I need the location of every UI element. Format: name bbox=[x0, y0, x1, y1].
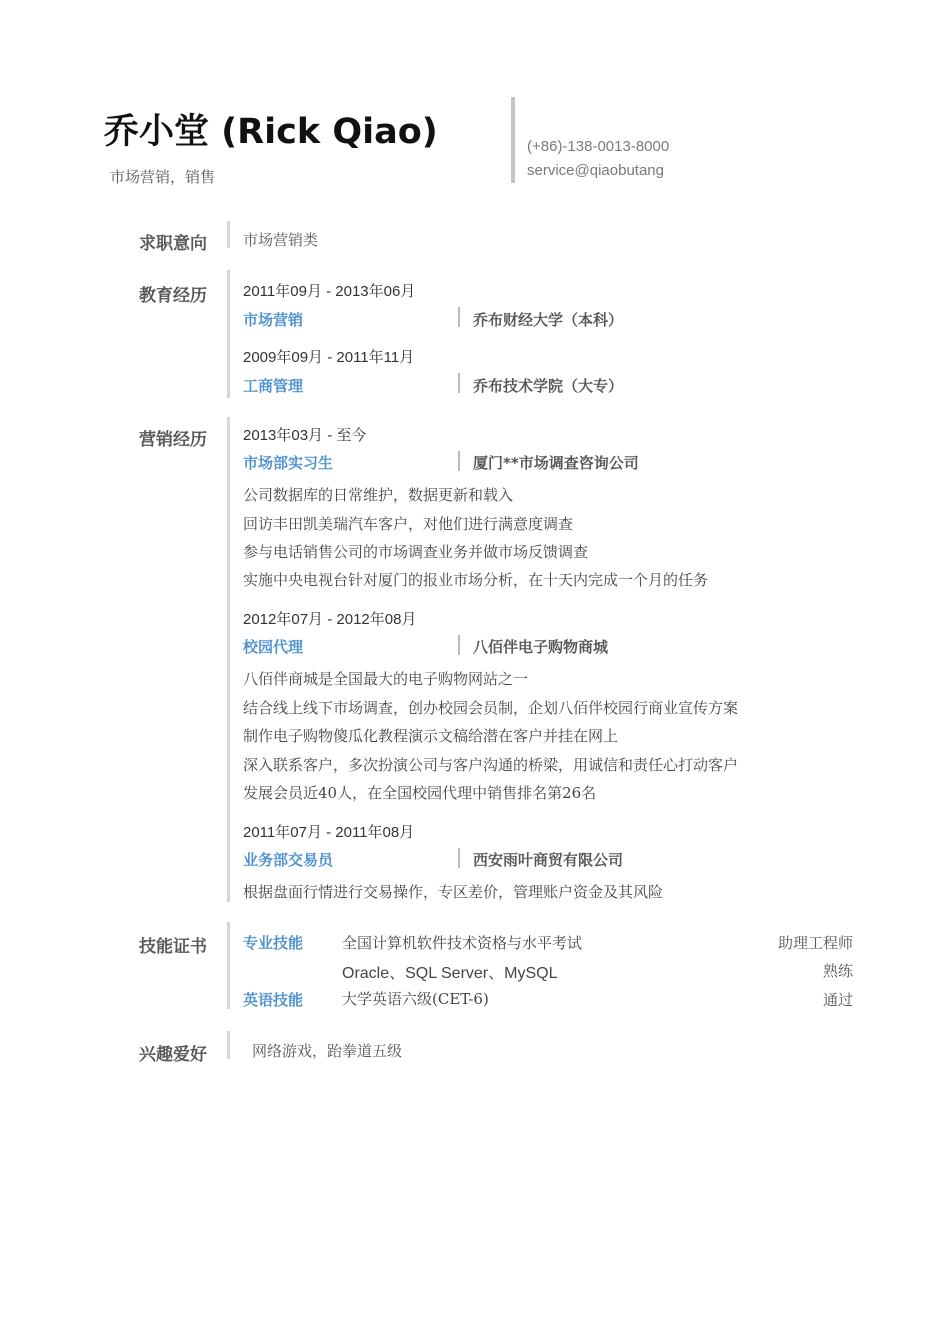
email-address[interactable]: service@qiaobutang bbox=[527, 162, 664, 179]
experience-detail: 深入联系客户，多次扮演公司与客户沟通的桥梁，用诚信和责任心打动客户 bbox=[243, 756, 739, 774]
experience-detail: 参与电话销售公司的市场调查业务并做市场反馈调查 bbox=[243, 543, 589, 561]
phone-number[interactable]: (+86)-138-0013-8000 bbox=[527, 138, 670, 155]
education-major: 工商管理 bbox=[243, 377, 304, 395]
experience-detail: 根据盘面行情进行交易操作，专区差价，管理账户资金及其风险 bbox=[243, 883, 664, 901]
section-label-education: 教育经历 bbox=[139, 286, 207, 306]
experience-divider bbox=[458, 451, 460, 471]
skill-level: 通过 bbox=[822, 991, 853, 1009]
section-divider-skills bbox=[227, 922, 230, 1009]
skill-name: 大学英语六级(CET-6) bbox=[342, 990, 489, 1008]
experience-date: 2013年03月 - 至今 bbox=[243, 427, 367, 444]
section-label-objective: 求职意向 bbox=[139, 234, 207, 254]
experience-detail: 实施中央电视台针对厦门的报业市场分析，在十天内完成一个月的任务 bbox=[243, 571, 709, 589]
education-date: 2009年09月 - 2011年11月 bbox=[243, 349, 415, 366]
skill-level: 熟练 bbox=[822, 962, 853, 980]
education-school: 乔布财经大学（本科） bbox=[473, 311, 624, 329]
skill-level: 助理工程师 bbox=[777, 934, 853, 952]
section-divider-hobbies bbox=[227, 1031, 230, 1059]
education-school: 乔布技术学院（大专） bbox=[473, 377, 624, 395]
experience-detail: 结合线上线下市场调查，创办校园会员制，企划八佰伴校园行商业宣传方案 bbox=[243, 699, 739, 717]
experience-detail: 回访丰田凯美瑞汽车客户，对他们进行满意度调查 bbox=[243, 515, 574, 533]
skill-category: 英语技能 bbox=[243, 991, 304, 1009]
education-divider bbox=[458, 373, 460, 393]
experience-role: 校园代理 bbox=[243, 638, 304, 656]
education-major: 市场营销 bbox=[243, 311, 304, 329]
contact-info bbox=[527, 137, 669, 185]
section-divider-experience bbox=[227, 417, 230, 902]
experience-detail: 制作电子购物傻瓜化教程演示文稿给潜在客户并挂在网上 bbox=[243, 727, 619, 745]
section-divider-education bbox=[227, 270, 230, 398]
skill-category: 专业技能 bbox=[243, 934, 304, 952]
candidate-name: 乔小堂 (Rick Qiao) bbox=[104, 112, 438, 152]
education-divider bbox=[458, 307, 460, 327]
skill-name: Oracle、SQL Server、MySQL bbox=[342, 965, 558, 982]
experience-role: 业务部交易员 bbox=[243, 851, 334, 869]
experience-date: 2011年07月 - 2011年08月 bbox=[243, 824, 415, 841]
experience-divider bbox=[458, 635, 460, 655]
experience-company: 八佰伴电子购物商城 bbox=[473, 638, 609, 656]
candidate-subtitle: 市场营销，销售 bbox=[110, 168, 216, 186]
resume-header bbox=[104, 112, 438, 187]
header-divider bbox=[511, 97, 515, 183]
hobbies-value: 网络游戏，跆拳道五级 bbox=[252, 1042, 403, 1060]
section-divider-objective bbox=[227, 221, 230, 248]
experience-detail: 发展会员近40人，在全国校园代理中销售排名第26名 bbox=[243, 784, 597, 802]
section-label-experience: 营销经历 bbox=[139, 430, 207, 450]
objective-value: 市场营销类 bbox=[243, 231, 319, 249]
experience-company: 西安雨叶商贸有限公司 bbox=[473, 851, 624, 869]
skill-name: 全国计算机软件技术资格与水平考试 bbox=[342, 934, 583, 952]
experience-date: 2012年07月 - 2012年08月 bbox=[243, 611, 417, 628]
experience-detail: 八佰伴商城是全国最大的电子购物网站之一 bbox=[243, 670, 529, 688]
education-date: 2011年09月 - 2013年06月 bbox=[243, 283, 416, 300]
section-label-hobbies: 兴趣爱好 bbox=[139, 1045, 207, 1065]
experience-detail: 公司数据库的日常维护，数据更新和载入 bbox=[243, 486, 514, 504]
section-label-skills: 技能证书 bbox=[139, 937, 207, 957]
experience-company: 厦门**市场调查咨询公司 bbox=[473, 454, 639, 472]
experience-role: 市场部实习生 bbox=[243, 454, 334, 472]
experience-divider bbox=[458, 848, 460, 868]
